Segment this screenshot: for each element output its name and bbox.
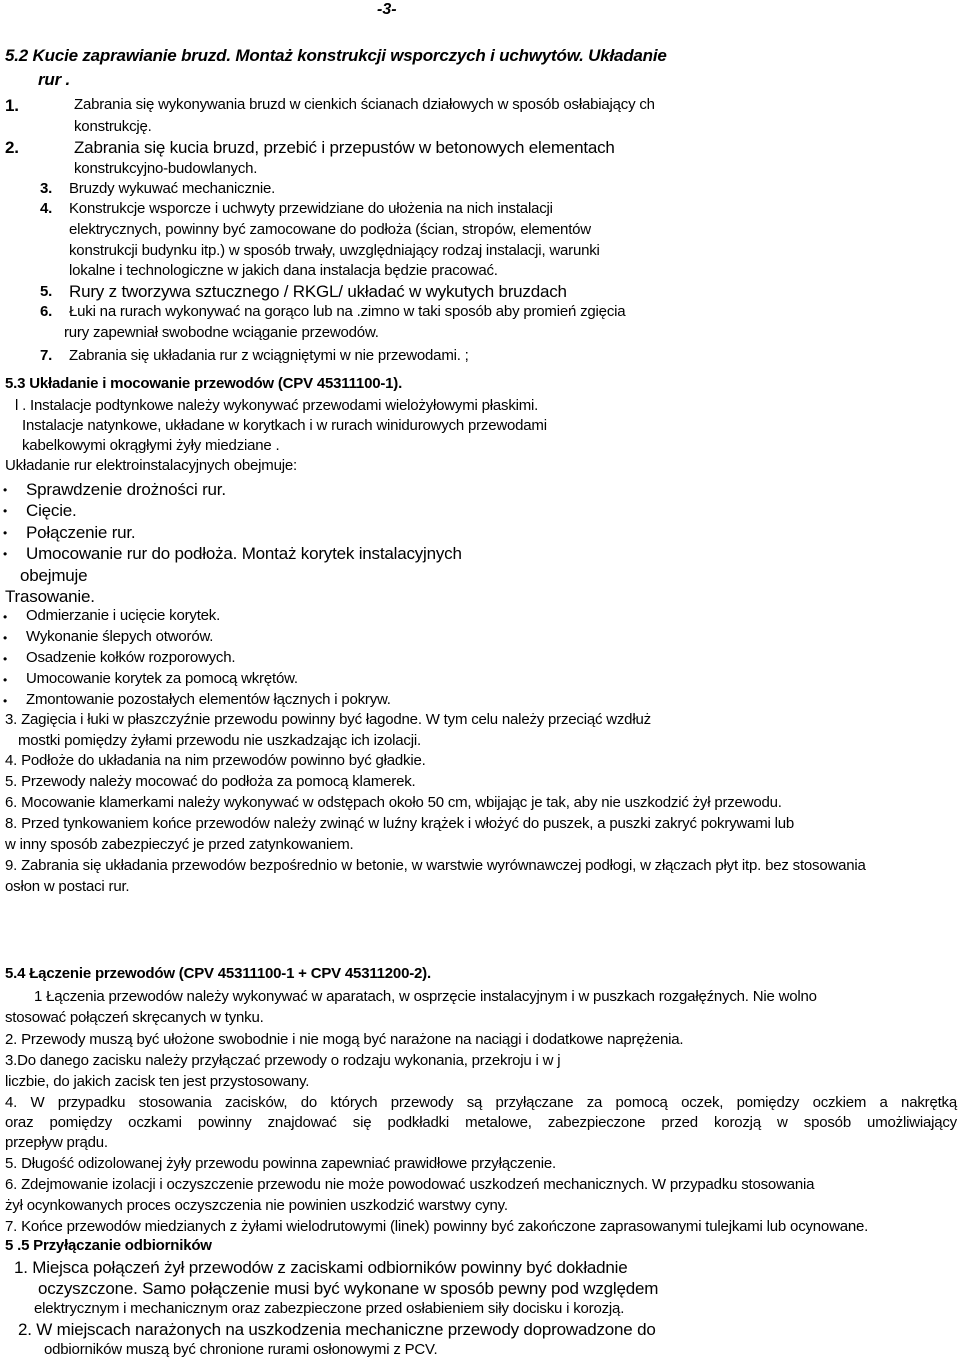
- text-line: 4. Podłoże do układania na nim przewodów powinno być gładkie.: [5, 752, 426, 769]
- text-line: konstrukcję.: [74, 118, 152, 135]
- text-line: odbiorników muszą być chronione rurami osłonowymi z PCV.: [44, 1341, 438, 1358]
- text-line: 7.: [40, 347, 53, 364]
- text-line: obejmuje: [20, 566, 88, 585]
- text-line: Wykonanie ślepych otworów.: [26, 628, 214, 645]
- text-line: konstrukcji budynku itp.) w sposób trwały, uwzględniający rodzaj instalacji, warunki: [69, 242, 600, 259]
- text-line: 6. Mocowanie klamerkami należy wykonywać w odstępach około 50 cm, wbijając je tak, aby nie uszkodzić żył przewodu.: [5, 794, 782, 811]
- bullet-icon: •: [3, 610, 8, 624]
- bullet-icon: •: [3, 673, 8, 687]
- text-line: Umocowanie rur do podłoża. Montaż korytek instalacyjnych: [26, 544, 462, 563]
- text-line: Konstrukcje wsporcze i uchwyty przewidziane do ułożenia na nich instalacji: [69, 200, 553, 217]
- text-line: 2. Przewody muszą być ułożone swobodnie i nie mogą być narażone na naciągi i dodatkowe naprężenia.: [5, 1031, 684, 1048]
- text-line: 4.: [40, 200, 53, 217]
- text-line: Łuki na rurach wykonywać na gorąco lub na .zimno w taki sposób aby promień zgięcia: [69, 303, 626, 320]
- text-line: Rury z tworzywa sztucznego / RKGL/ układać w wykutych bruzdach: [69, 282, 567, 301]
- text-line: elektrycznym i mechanicznym oraz zabezpieczone przed osłabieniem siły docisku i korozją.: [34, 1300, 625, 1317]
- text-line: liczbie, do jakich zacisk ten jest przystosowany.: [5, 1073, 310, 1090]
- text-line: 3.: [40, 180, 53, 197]
- text-line: 5. Długość odizolowanej żyły przewodu powinna zapewniać prawidłowe przyłączenie.: [5, 1155, 556, 1172]
- text-line: Umocowanie korytek za pomocą wkrętów.: [26, 670, 298, 687]
- text-line: 5.2 Kucie zaprawianie bruzd. Montaż konstrukcji wsporczych i uchwytów. Układanie: [5, 46, 667, 65]
- text-line: 6.: [40, 303, 53, 320]
- text-line: Trasowanie.: [5, 587, 95, 606]
- text-line: oczyszczone. Samo połączenie musi być wykonane w sposób pewny pod względem: [38, 1279, 659, 1298]
- text-line: Zabrania się układania rur z wciągniętymi w nie przewodami. ;: [69, 347, 469, 364]
- text-line: 6. Zdejmowanie izolacji i oczyszczenie przewodu nie może powodować uszkodzeń mechanicznych. W przypadku stosowania: [5, 1176, 815, 1193]
- text-line: 9. Zabrania się układania przewodów bezpośrednio w betonie, w warstwie wyrównawczej podłogi, w złączach płyt itp. bez stosowania: [5, 857, 866, 874]
- text-line: Sprawdzenie drożności rur.: [26, 480, 226, 499]
- text-line: lokalne i technologiczne w jakich dana instalacja będzie pracować.: [69, 262, 498, 279]
- text-line: Zabrania się kucia bruzd, przebić i przepustów w betonowych elementach: [74, 138, 615, 157]
- text-line: osłon w postaci rur.: [5, 878, 130, 895]
- text-line: Odmierzanie i ucięcie korytek.: [26, 607, 221, 624]
- text-line: 5.3 Układanie i mocowanie przewodów (CPV 45311100-1).: [5, 375, 403, 392]
- bullet-icon: •: [3, 504, 8, 518]
- text-line: 8. Przed tynkowaniem końce przewodów należy zwinąć w luźny krążek i włożyć do puszek, a puszki zakryć pokrywami lub: [5, 815, 794, 832]
- text-line: Zmontowanie pozostałych elementów łącznych i pokryw.: [26, 691, 391, 708]
- text-line: rury zapewniał swobodne wciąganie przewodów.: [64, 324, 379, 341]
- text-line: 5.: [40, 283, 53, 300]
- text-line: l . Instalacje podtynkowe należy wykonywać przewodami wielożyłowymi płaskimi.: [15, 397, 539, 414]
- bullet-icon: •: [3, 631, 8, 645]
- text-line: 5 .5 Przyłączanie odbiorników: [5, 1237, 212, 1254]
- text-line: 3.Do danego zacisku należy przyłączać przewody o rodzaju wykonania, przekroju i w j: [5, 1052, 561, 1069]
- text-line: 5. Przewody należy mocować do podłoża za pomocą klamerek.: [5, 773, 416, 790]
- text-line: 1. Miejsca połączeń żył przewodów z zaciskami odbiorników powinny być dokładnie: [14, 1258, 628, 1277]
- text-line: 2. W miejscach narażonych na uszkodzenia mechaniczne przewody doprowadzone do: [18, 1320, 656, 1339]
- text-line: oraz pomiędzy oczkami powinny znajdować się podkładki metalowe, zabezpieczone przed korozją w sposób umożliwiający: [5, 1114, 957, 1131]
- bullet-icon: •: [3, 483, 8, 497]
- text-line: żył ocynkowanych proces oczyszczenia nie powinien uszkodzić warstwy cyny.: [5, 1197, 508, 1214]
- text-line: przepływ prądu.: [5, 1134, 108, 1151]
- text-line: rur .: [38, 70, 71, 89]
- text-line: Zabrania się wykonywania bruzd w cienkich ścianach działowych w sposób osłabiający ch: [74, 96, 655, 113]
- text-line: 4. W przypadku stosowania zacisków, do których przewody są przyłączane za pomocą oczek, pomiędzy oczkiem a nakrętką: [5, 1094, 957, 1111]
- text-line: kabelkowymi okrągłymi żyły miedziane .: [22, 437, 280, 454]
- text-line: Instalacje natynkowe, układane w korytkach i w rurach winidurowych przewodami: [22, 417, 547, 434]
- text-line: 1 Łączenia przewodów należy wykonywać w aparatach, w osprzęcie instalacyjnym i w puszkach rozgałęźnych. Nie wolno: [34, 988, 817, 1005]
- bullet-icon: •: [3, 526, 8, 540]
- text-line: Osadzenie kołków rozporowych.: [26, 649, 236, 666]
- text-line: 2.: [5, 138, 19, 157]
- bullet-icon: •: [3, 652, 8, 666]
- text-line: Połączenie rur.: [26, 523, 136, 542]
- text-line: konstrukcyjno-budowlanych.: [74, 160, 258, 177]
- text-line: mostki pomiędzy żyłami przewodu nie uszkadzając ich izolacji.: [18, 732, 421, 749]
- text-line: elektrycznych, powinny być zamocowane do podłoża (ścian, stropów, elementów: [69, 221, 591, 238]
- bullet-icon: •: [3, 694, 8, 708]
- bullet-icon: •: [3, 547, 8, 561]
- text-line: 5.4 Łączenie przewodów (CPV 45311100-1 + CPV 45311200-2).: [5, 965, 431, 982]
- text-line: w inny sposób zabezpieczyć je przed zatynkowaniem.: [5, 836, 354, 853]
- page-number: -3-: [377, 1, 397, 18]
- text-line: 7. Końce przewodów miedzianych z żyłami wielodrutowymi (linek) powinny być zakończone zaprasowanymi tulejkami lub ocynowane.: [5, 1218, 869, 1235]
- text-line: Cięcie.: [26, 501, 77, 520]
- text-line: Układanie rur elektroinstalacyjnych obejmuje:: [5, 457, 297, 474]
- text-line: 1.: [5, 96, 19, 115]
- text-line: stosować połączeń skręcanych w tynku.: [5, 1009, 264, 1026]
- text-line: 3. Zagięcia i łuki w płaszczyźnie przewodu powinny być łagodne. W tym celu należy przeciąć wzdłuż: [5, 711, 651, 728]
- text-line: Bruzdy wykuwać mechanicznie.: [69, 180, 276, 197]
